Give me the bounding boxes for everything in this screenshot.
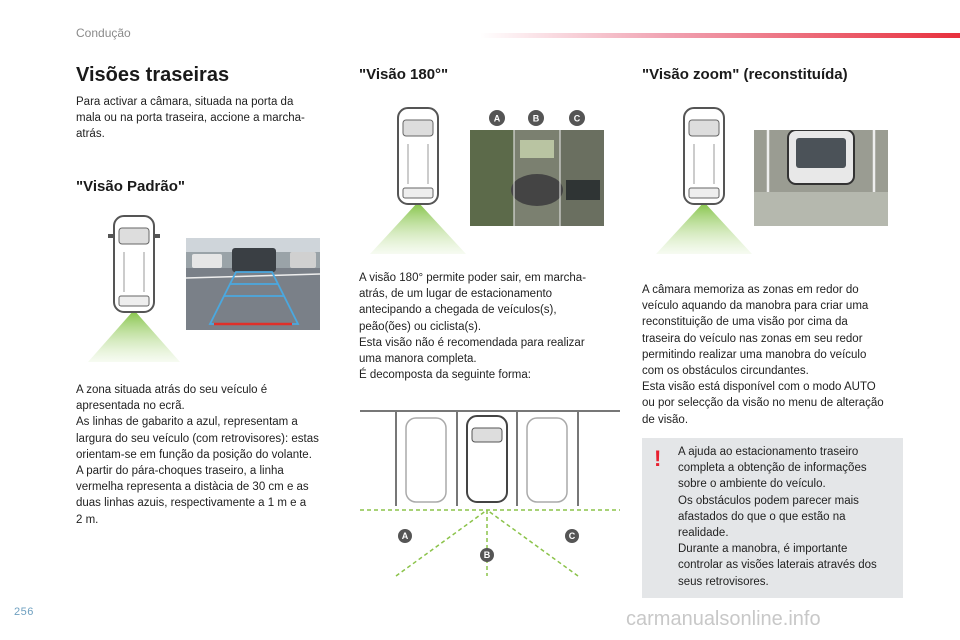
warning-icon: ! xyxy=(654,446,662,471)
svg-text:C: C xyxy=(573,113,581,124)
vehicle-180-illustration xyxy=(366,104,470,256)
page-title: Visões traseiras xyxy=(76,64,230,86)
svg-text:B: B xyxy=(532,113,540,124)
svg-text:B: B xyxy=(483,550,491,560)
parking-zones-diagram xyxy=(360,408,620,580)
zoom-view-heading: "Visão zoom" (reconstituída) xyxy=(642,66,848,83)
watermark: carmanualsonline.info xyxy=(626,608,821,630)
zoom-view-description: A câmara memoriza as zonas em redor do veículo aquando da manobra para criar uma reconstituição de uma visão por cima da traseira do veículo nas zonas em seu redor permitindo realizar uma manobra do veículo com os obstáculos circundantes. Esta visão está disponível com o modo AUTO ou por selecção da visão no menu de alteração de visão. xyxy=(642,284,884,426)
vehicle-zoom-illustration xyxy=(652,104,756,256)
zone-badges-top xyxy=(487,108,587,128)
view-180-description: A visão 180° permite poder sair, em marcha- atrás, de um lugar de estacionamento antecipando a chegada de veículos(s), peão(ões) ou ciclista(s). Esta visão não é recomendada para realizar uma manora completa. É decomposta da seguinte forma: xyxy=(359,272,587,382)
svg-text:A: A xyxy=(401,531,409,541)
standard-view-camera-image xyxy=(186,238,320,330)
standard-view-heading: "Visão Padrão" xyxy=(76,178,185,195)
standard-view-description: A zona situada atrás do seu veículo é apresentada no ecrã. As linhas de gabarito a azul, representam a largura do seu veículo (com retrovisores): estas orientam-se em função da posição do volante. A partir do pára-choques traseiro, a linha vermelha representa a distàcia de 30 cm e as duas linhas azuis, respectivamente a 1 m e a 2 m. xyxy=(76,384,319,526)
warning-text: A ajuda ao estacionamento traseiro completa a obtenção de informações sobre o ambiente do veículo. Os obstáculos podem parecer mais afastados do que o que estão na realidade. Durante a manobra, é importante controlar as visões laterais através dos seus retrovisores. xyxy=(678,446,877,588)
svg-text:C: C xyxy=(568,531,576,541)
svg-text:A: A xyxy=(493,113,501,124)
view-180-camera-image xyxy=(470,130,604,226)
zoom-view-camera-image xyxy=(754,130,888,226)
header-accent-bar xyxy=(480,33,960,38)
page-number: 256 xyxy=(14,606,34,618)
view-180-heading: "Visão 180°" xyxy=(359,66,449,83)
vehicle-top-view-illustration xyxy=(84,212,184,364)
running-header: Condução xyxy=(76,26,131,40)
intro-text: Para activar a câmara, situada na porta da mala ou na porta traseira, accione a marcha- atrás. xyxy=(76,96,305,141)
